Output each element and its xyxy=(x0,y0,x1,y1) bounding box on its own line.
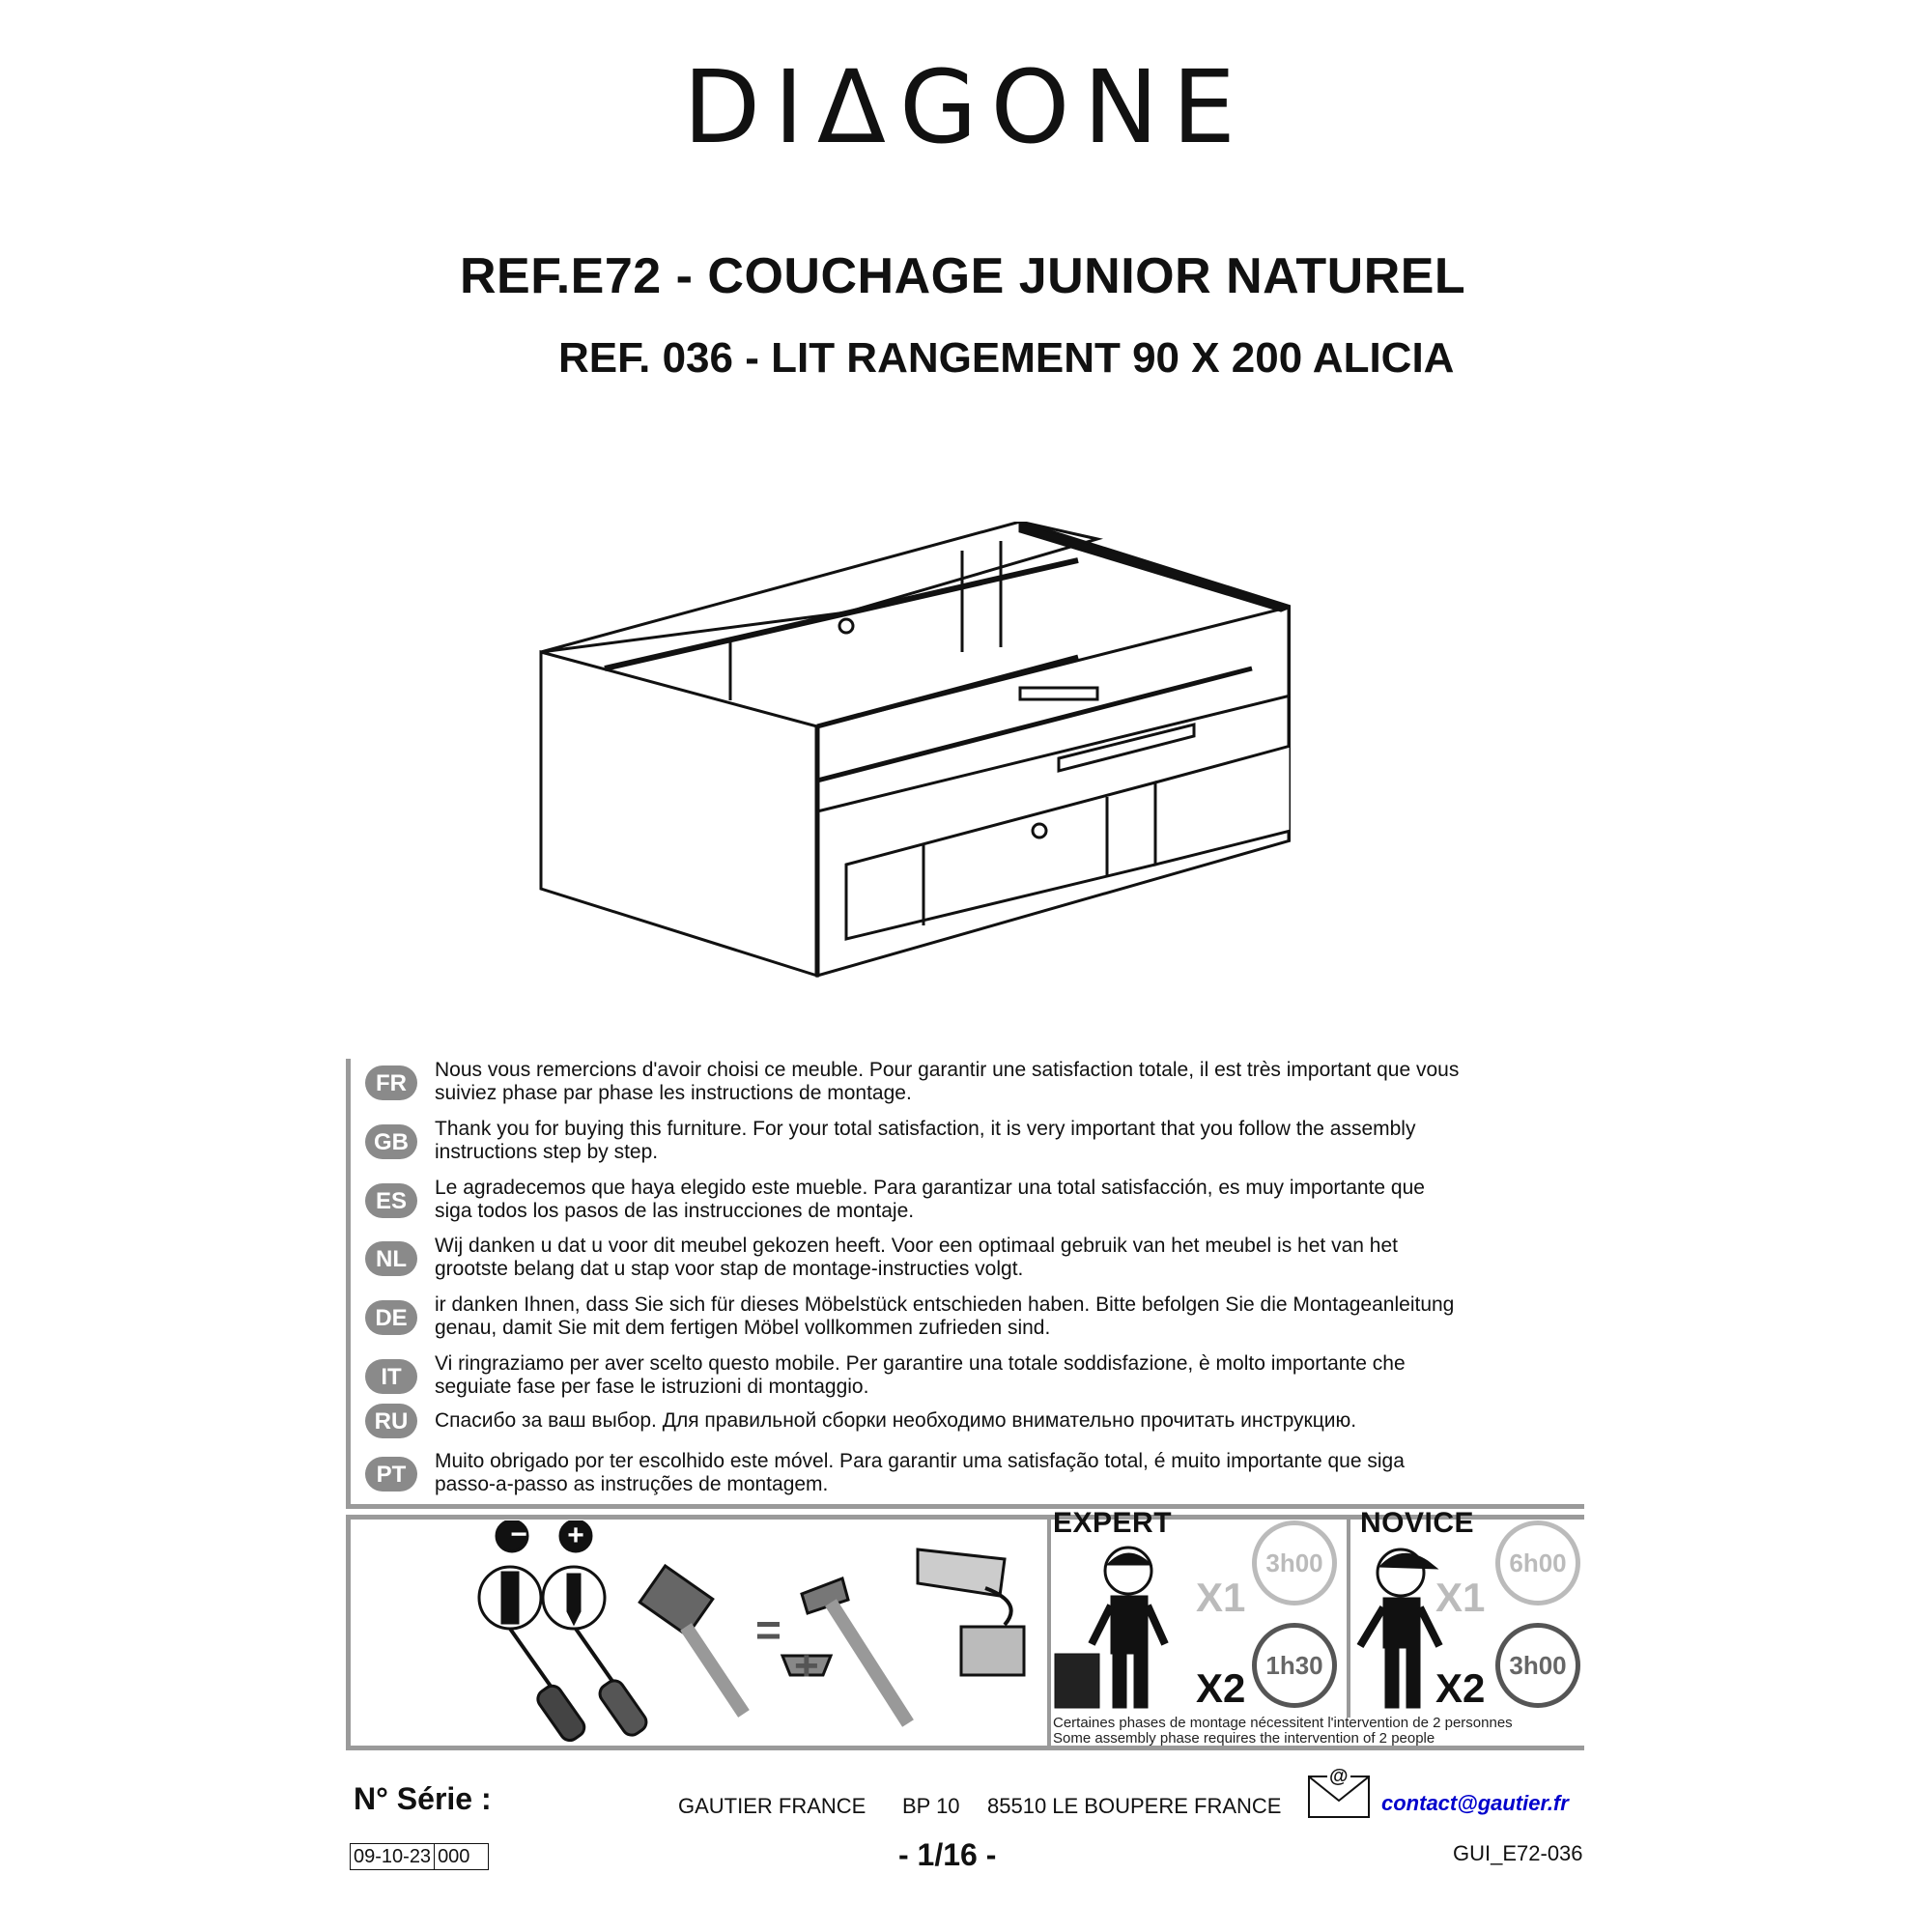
envelope-icon xyxy=(1308,1766,1370,1818)
tools-illustration xyxy=(464,1520,1043,1748)
company-address: 85510 LE BOUPERE FRANCE xyxy=(987,1794,1282,1818)
mallet-icon xyxy=(639,1566,713,1635)
minus-symbol: − xyxy=(510,1519,527,1550)
expert-figure-icon xyxy=(1051,1538,1186,1714)
lang-badge-it: IT xyxy=(365,1359,417,1394)
company-name: GAUTIER FRANCE xyxy=(678,1794,867,1818)
assembly-note-fr: Certaines phases de montage nécessitent l'intervention de 2 personnes xyxy=(1053,1715,1513,1731)
novice-x1: X1 xyxy=(1435,1575,1486,1620)
novice-x1-time: 6h00 xyxy=(1495,1520,1580,1605)
novice-figure-icon xyxy=(1350,1540,1447,1714)
intro-text-pt: Muito obrigado por ter escolhido este móvel. Para garantir uma satisfação total, é muito importante que siga passo-a-passo as instruções de montagem. xyxy=(435,1450,1405,1495)
bed-illustration xyxy=(537,522,1291,985)
intro-text-es: Le agradecemos que haya elegido este mueble. Para garantizar una total satisfacción, es muy importante que siga todos los pasos de las instrucciones de montaje. xyxy=(435,1177,1425,1222)
serial-label: N° Série : xyxy=(354,1781,492,1816)
assembly-note-en: Some assembly phase requires the intervention of 2 people xyxy=(1053,1730,1435,1747)
contact-email[interactable]: contact@gautier.fr xyxy=(1381,1791,1569,1815)
lang-badge-ru: RU xyxy=(365,1404,417,1438)
document-reference: GUI_E72-036 xyxy=(1453,1841,1583,1865)
lang-badge-de: DE xyxy=(365,1300,417,1335)
lang-badge-fr: FR xyxy=(365,1065,417,1100)
expert-x1-time: 3h00 xyxy=(1252,1520,1337,1605)
expert-x1: X1 xyxy=(1196,1575,1246,1620)
date-box xyxy=(350,1843,489,1870)
lang-badge-pt: PT xyxy=(365,1457,417,1492)
brand-logo: DIΔGONE xyxy=(683,48,1249,166)
equals-symbol: = xyxy=(755,1605,781,1655)
expert-x2: X2 xyxy=(1196,1665,1246,1711)
expert-label: EXPERT xyxy=(1053,1507,1173,1539)
intro-text-nl: Wij danken u dat u voor dit meubel gekozen heeft. Voor een optimaal gebruik van het meubel is het van het grootste belang dat u stap voor stap de montage-instructies volgt. xyxy=(435,1235,1398,1280)
lang-badge-es: ES xyxy=(365,1183,417,1218)
intro-text-fr: Nous vous remercions d'avoir choisi ce meuble. Pour garantir une satisfaction totale, il est très important que vous suiviez phase par phase les instructions de montage. xyxy=(435,1059,1460,1104)
novice-x2: X2 xyxy=(1435,1665,1486,1711)
company-po-box: BP 10 xyxy=(902,1794,960,1818)
page-number: - 1/16 - xyxy=(898,1837,997,1872)
product-subtitle: REF. 036 - LIT RANGEMENT 90 X 200 ALICIA xyxy=(558,334,1455,382)
revision-number: 000 xyxy=(438,1846,470,1867)
lang-badge-nl: NL xyxy=(365,1241,417,1276)
print-date: 09-10-23 xyxy=(351,1844,435,1869)
intro-text-gb: Thank you for buying this furniture. For your total satisfaction, it is very important that you follow the assembly instructions step by step. xyxy=(435,1118,1416,1163)
product-title: REF.E72 - COUCHAGE JUNIOR NATUREL xyxy=(460,248,1466,304)
plus-symbol: + xyxy=(567,1520,584,1551)
lang-badge-gb: GB xyxy=(365,1124,417,1159)
novice-label: NOVICE xyxy=(1360,1507,1475,1539)
folder-icon xyxy=(961,1627,1024,1675)
intro-text-ru: Спасибо за ваш выбор. Для правильной сборки необходимо внимательно прочитать инструкцию. xyxy=(435,1409,1357,1432)
at-symbol: @ xyxy=(1329,1766,1349,1787)
assembly-note xyxy=(1053,1716,1594,1747)
expert-x2-time: 1h30 xyxy=(1252,1623,1337,1708)
intro-text-it: Vi ringraziamo per aver scelto questo mobile. Per garantire una totale soddisfazione, è molto importante che seguiate fase per fase le istruzioni di montaggio. xyxy=(435,1352,1406,1398)
hammer-plus-symbol: + xyxy=(794,1642,819,1690)
intro-text-de: ir danken Ihnen, dass Sie sich für dieses Möbelstück entschieden haben. Bitte befolgen Sie die Montageanleitung genau, damit Sie mit dem fertigen Möbel vollkommen zufrieden sind. xyxy=(435,1293,1455,1339)
novice-x2-time: 3h00 xyxy=(1495,1623,1580,1708)
